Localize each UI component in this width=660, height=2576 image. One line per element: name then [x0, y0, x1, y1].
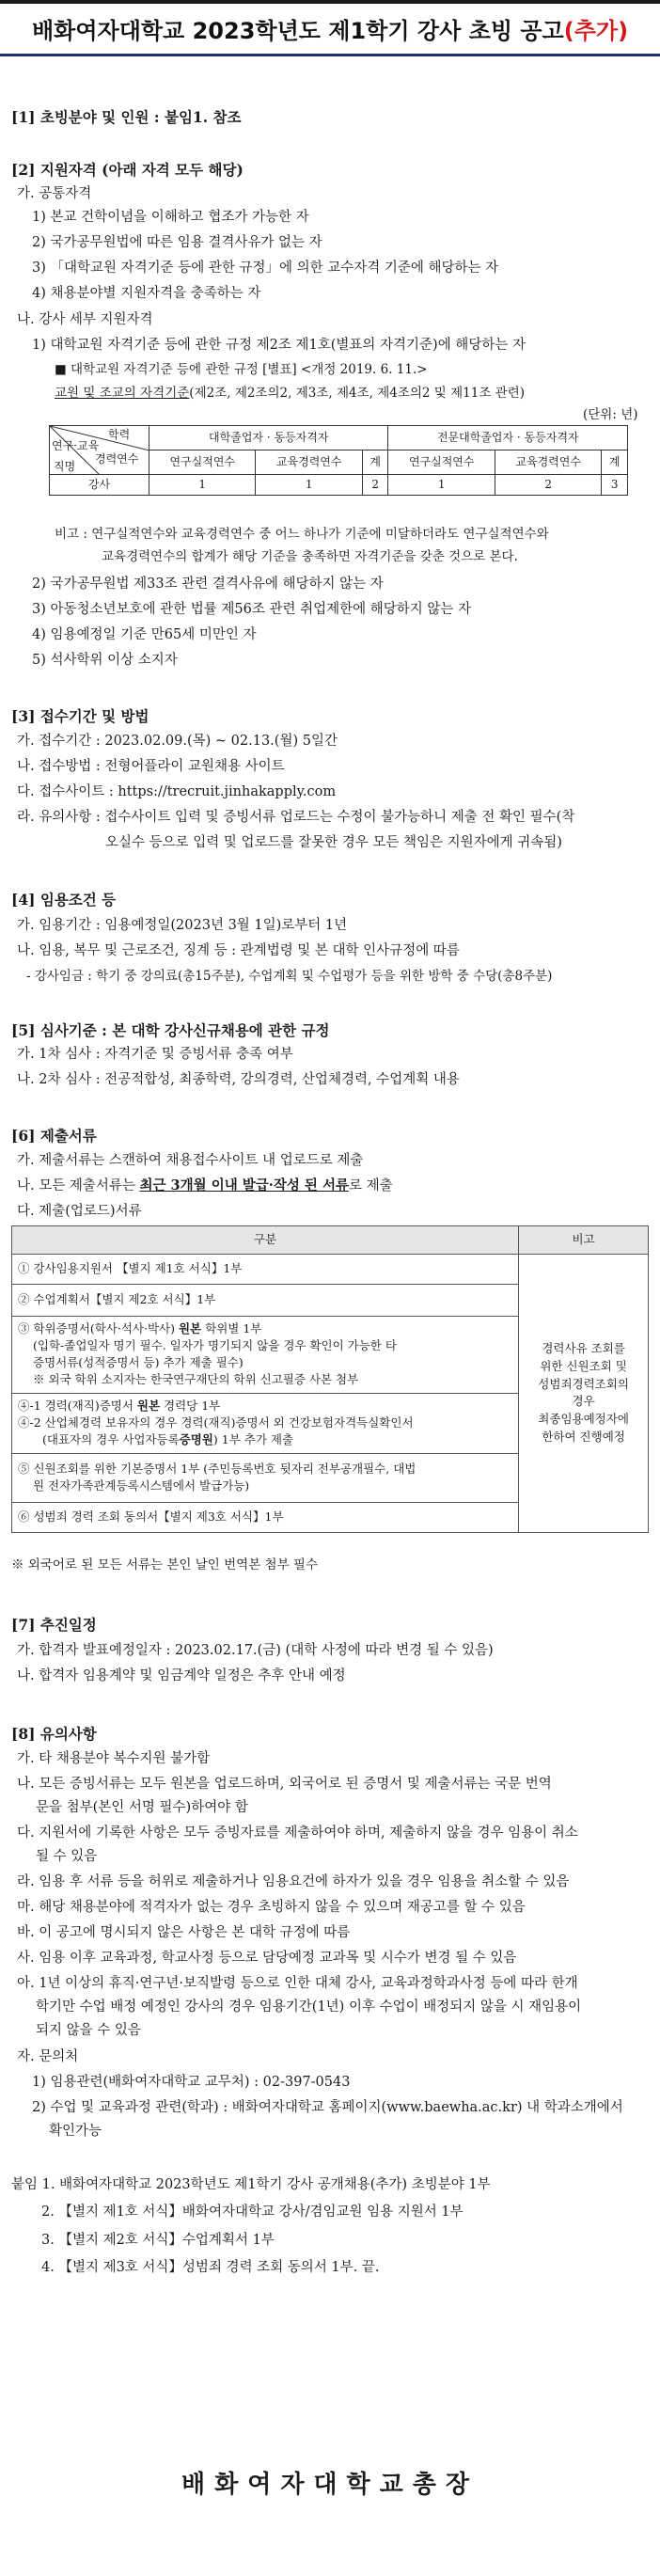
sub-header: 계 — [602, 450, 628, 475]
s7-item: 나. 합격자 임용계약 및 임금계약 일정은 추후 안내 예정 — [17, 1668, 346, 1683]
s6-na — [17, 1177, 393, 1195]
s8-line: 바. 이 공고에 명시되지 않은 사항은 본 대학 규정에 따름 — [17, 1925, 351, 1940]
document-row-6: ⑥ 성범죄 경력 조회 동의서【별지 제3호 서식】1부 — [12, 1502, 519, 1532]
title-main: 배화여자대학교 2023학년도 제1학기 강사 초빙 공고 — [31, 18, 564, 44]
s2-na-1: 1) 대학교원 자격기준 등에 관한 규정 제2조 제1호(별표의 자격기준)에 해당하는 자 — [32, 338, 526, 353]
s3-item: 가. 접수기간 : 2023.02.09.(목) ~ 02.13.(월) 5일간 — [17, 734, 338, 749]
s6-ga: 가. 제출서류는 스캔하여 채용접수사이트 내 업로드로 제출 — [17, 1153, 364, 1168]
doc-3-original: 원본 — [178, 1321, 202, 1335]
sub-header: 계 — [362, 450, 388, 475]
s8-line: 마. 해당 채용분야에 적격자가 없는 경우 초빙하지 않을 수 있으며 재공고를 할 수 있음 — [17, 1900, 526, 1915]
doc-4-text-3: (대표자의 경우 사업자등록 — [42, 1432, 180, 1447]
remark-line: 최종임용예정자에 — [538, 1412, 629, 1426]
page-title — [0, 17, 660, 46]
s4-item: 가. 임용기간 : 임용예정일(2023년 3월 1일)로부터 1년 — [17, 918, 348, 933]
table-caption-rest: (제2조, 제2조의2, 제3조, 제4조, 제4조의2 및 제11조 관련) — [189, 386, 526, 401]
s5-item: 가. 1차 심사 : 자격기준 및 증빙서류 충족 여부 — [17, 1047, 293, 1062]
remark-line: 경우 — [572, 1394, 595, 1409]
table-cell: 2 — [362, 475, 388, 496]
s6-na-emphasis: 최근 3개월 이내 발급·작성 된 서류 — [139, 1177, 349, 1193]
document-row-2: ② 수업계획서【별지 제2호 서식】1부 — [12, 1285, 519, 1317]
table-corner-cell — [50, 426, 149, 475]
sub-header: 교육경력연수 — [495, 450, 601, 475]
s4-item: 나. 임용, 복무 및 근로조건, 징계 등 : 관계법령 및 본 대학 인사규정에 따름 — [17, 943, 460, 958]
title-rule — [0, 54, 660, 56]
doc-4-line-2: ④-2 산업체경력 보유자의 경우 경력(재직)증명서 외 건강보험자격득실확인서 — [18, 1414, 414, 1430]
corner-mid-label-2: 경력연수 — [95, 452, 139, 466]
remark-line: 한하여 진행예정 — [542, 1429, 625, 1444]
attachment-line: 2. 【별지 제1호 서식】배화여자대학교 강사/겸임교원 임용 지원서 1부 — [41, 2205, 464, 2220]
s2-na: 나. 강사 세부 지원자격 — [17, 312, 153, 327]
row-label: 강사 — [50, 475, 149, 496]
s8-line: 되지 않을 수 있음 — [36, 2023, 141, 2038]
table-cell: 3 — [602, 475, 628, 496]
table-cell: 2 — [495, 475, 601, 496]
table-cell: 1 — [149, 475, 256, 496]
doc-5-line-1: ⑤ 신원조회를 위한 기본증명서 1부 (주민등록번호 뒷자리 전부공개필수, 대법 — [18, 1461, 416, 1476]
document-row-5 — [12, 1453, 519, 1502]
title-accent: (추가) — [563, 18, 629, 44]
s8-line: 다. 지원서에 기록한 사항은 모두 증빙자료를 제출하여야 하며, 제출하지 않을 경우 임용이 취소 — [17, 1825, 578, 1841]
title-bar — [0, 0, 660, 56]
s7-item: 가. 합격자 발표예정일자 : 2023.02.17.(금) (대학 사정에 따라 변경 될 수 있음) — [17, 1643, 494, 1658]
s2-na-item: 3) 아동청소년보호에 관한 법률 제56조 관련 취업제한에 해당하지 않는 자 — [32, 602, 472, 617]
group-header-university: 대학졸업자 · 동등자격자 — [149, 426, 388, 450]
sub-header: 교육경력연수 — [256, 450, 362, 475]
qualification-table-caption — [55, 386, 525, 403]
documents-col-category: 구분 — [12, 1226, 519, 1255]
doc-3-line-4: ※ 외국 학위 소지자는 한국연구재단의 학위 신고필증 사본 첨부 — [33, 1372, 359, 1387]
s3-ra-line-1: 라. 유의사항 : 접수사이트 입력 및 증빙서류 업로드는 수정이 불가능하니 제출 전 확인 필수(착 — [17, 810, 575, 825]
s8-line: 가. 타 채용분야 복수지원 불가함 — [17, 1751, 211, 1766]
s2-na-item: 2) 국가공무원법 제33조 관련 결격사유에 해당하지 않는 자 — [32, 577, 384, 592]
s8-line: 사. 임용 이후 교육과정, 학교사정 등으로 담당예정 교과목 및 시수가 변경 될 수 있음 — [17, 1951, 517, 1966]
sub-header: 연구실적연수 — [388, 450, 495, 475]
corner-bottom-label: 직명 — [54, 460, 76, 473]
s3-ra-line-2: 오실수 등으로 입력 및 업로드를 잘못한 경우 모든 책임은 지원자에게 귀속됨) — [105, 835, 562, 850]
remark-line: 경력사유 조회를 — [542, 1341, 625, 1355]
table-cell: 1 — [388, 475, 495, 496]
s8-line: 문을 첨부(본인 서명 필수)하여야 함 — [36, 1800, 248, 1815]
s8-line: 아. 1년 이상의 휴직·연구년·보직발령 등으로 인한 대체 강사, 교육과정학과사정 등에 따라 한개 — [17, 1976, 578, 1991]
attachment-line: 붙임 1. 배화여자대학교 2023학년도 제1학기 강사 공개채용(추가) 초빙분야 1부 — [11, 2177, 491, 2192]
doc-3-line-2: (입학-졸업일자 명기 필수. 일자가 명기되지 않을 경우 확인이 가능한 타 — [33, 1338, 397, 1353]
s6-na-pre: 나. 모든 제출서류는 — [17, 1178, 140, 1193]
corner-mid-label-1: 연구·교육 — [52, 439, 100, 452]
s2-ga-item: 3) 「대학교원 자격기준 등에 관한 규정」에 의한 교수자격 기준에 해당하는 자 — [32, 261, 499, 276]
s6-da: 다. 제출(업로드)서류 — [17, 1204, 142, 1219]
section-6-heading: [6] 제출서류 — [11, 1127, 97, 1145]
doc-4-text: ④-1 경력(재직)증명서 — [18, 1398, 137, 1413]
doc-4-line-3 — [18, 1431, 512, 1448]
attachment-line: 4. 【별지 제3호 서식】성범죄 경력 조회 동의서 1부. 끝. — [41, 2260, 380, 2275]
section-3-heading: [3] 접수기간 및 방법 — [11, 707, 149, 725]
doc-3-line-3: 증명서류(성적증명서 등) 추가 제출 필수) — [33, 1355, 244, 1370]
doc-4-line-1 — [18, 1398, 512, 1414]
unit-label: (단위: 년) — [583, 407, 638, 422]
president-signature: 배화여자대학교총장 — [181, 2471, 479, 2499]
s8-line: 1) 임용관련(배화여자대학교 교무처) : 02-397-0543 — [32, 2075, 351, 2090]
table-note-line-1: 비고 : 연구실적연수와 교육경력연수 중 어느 하나가 기준에 미달하더라도 연구실적연수와 — [55, 527, 549, 542]
doc-4-text-2: 경력당 1부 — [160, 1398, 221, 1413]
remark-line: 성범죄경력조회의 — [538, 1376, 629, 1391]
documents-table — [11, 1225, 649, 1533]
s5-item: 나. 2차 심사 : 전공적합성, 최종학력, 강의경력, 산업체경력, 수업계획 내용 — [17, 1072, 460, 1087]
document-row-1: ① 강사임용지원서 【별지 제1호 서식】1부 — [12, 1255, 519, 1285]
attachment-line: 3. 【별지 제2호 서식】수업계획서 1부 — [41, 2233, 275, 2248]
sub-header: 연구실적연수 — [149, 450, 256, 475]
doc-4-original: 원본 — [136, 1398, 161, 1413]
documents-col-remark: 비고 — [519, 1226, 649, 1255]
s8-line: 학기만 수업 배정 예정인 강사의 경우 임용기간(1년) 이후 수업이 배정되지 않을 시 재임용이 — [36, 1999, 582, 2015]
s2-ga-item: 1) 본교 건학이념을 이해하고 협조가 가능한 자 — [32, 210, 309, 225]
s3-item: 다. 접수사이트 : https://trecruit.jinhakapply.com — [17, 784, 337, 799]
section-7-heading: [7] 추진일정 — [11, 1616, 97, 1634]
s2-na-item: 5) 석사학위 이상 소지자 — [32, 653, 178, 668]
section-4-heading: [4] 임용조건 등 — [11, 891, 117, 909]
s8-line: 2) 수업 및 교육과정 관련(학과) : 배화여자대학교 홈페이지(www.baewha.ac.kr) 내 학과소개에서 — [32, 2100, 623, 2115]
documents-footnote: ※ 외국어로 된 모든 서류는 본인 날인 번역본 첨부 필수 — [11, 1557, 318, 1572]
s8-line: 될 수 있음 — [36, 1849, 98, 1864]
section-1-heading: [1] 초빙분야 및 인원 : 붙임1. 참조 — [11, 108, 242, 126]
doc-3-text: ③ 학위증명서(학사·석사·박사) — [18, 1321, 179, 1335]
corner-top-label: 학력 — [108, 428, 131, 441]
s4-item: - 강사임금 : 학기 중 강의료(총15주분), 수업계획 및 수업평가 등을 위한 방학 중 수당(총8주분) — [26, 969, 553, 984]
s2-na-item: 4) 임용예정일 기준 만65세 미만인 자 — [32, 627, 257, 642]
documents-remark-cell — [519, 1255, 649, 1533]
s2-na-1-sub: ■ 대학교원 자격기준 등에 관한 규정 [별표] <개정 2019. 6. 11.> — [55, 362, 428, 377]
group-header-college: 전문대학졸업자 · 동등자격자 — [388, 426, 628, 450]
doc-3-line-1 — [18, 1320, 512, 1337]
doc-4-text-4: ) 1부 추가 제출 — [212, 1432, 294, 1447]
section-5-heading: [5] 심사기준 : 본 대학 강사신규채용에 관한 규정 — [11, 1021, 330, 1039]
doc-4-certificate: 증명원 — [179, 1432, 213, 1447]
table-note-line-2: 교육경력연수의 합계가 해당 기준을 충족하면 자격기준을 갖춘 것으로 본다. — [102, 549, 518, 564]
s8-line: 나. 모든 증빙서류는 모두 원본을 업로드하며, 외국어로 된 증명서 및 제출서류는 국문 번역 — [17, 1777, 552, 1792]
s8-line: 확인가능 — [49, 2124, 102, 2139]
table-caption-title: 교원 및 조교의 자격기준 — [55, 386, 190, 401]
qualification-table — [49, 425, 628, 496]
s6-na-post: 로 제출 — [348, 1178, 393, 1193]
s8-line: 라. 임용 후 서류 등을 허위로 제출하거나 임용요건에 하자가 있을 경우 임용을 취소할 수 있음 — [17, 1874, 570, 1889]
s2-ga-item: 4) 채용분야별 지원자격을 충족하는 자 — [32, 286, 261, 301]
document-row-4 — [12, 1393, 519, 1453]
s2-ga-item: 2) 국가공무원법에 따른 임용 결격사유가 없는 자 — [32, 235, 322, 250]
section-2-heading: [2] 지원자격 (아래 자격 모두 해당) — [11, 161, 244, 179]
s2-ga: 가. 공통자격 — [17, 186, 92, 201]
s3-item: 나. 접수방법 : 전형어플라이 교원채용 사이트 — [17, 759, 285, 774]
doc-3-text-2: 학위별 1부 — [201, 1321, 262, 1335]
document-row-3 — [12, 1317, 519, 1394]
s8-line: 자. 문의처 — [17, 2049, 79, 2064]
remark-line: 위한 신원조회 및 — [540, 1358, 627, 1373]
table-cell: 1 — [256, 475, 362, 496]
section-8-heading: [8] 유의사항 — [11, 1725, 97, 1743]
doc-5-line-2: 원 전자가족관계등록시스템에서 발급가능) — [33, 1478, 250, 1493]
